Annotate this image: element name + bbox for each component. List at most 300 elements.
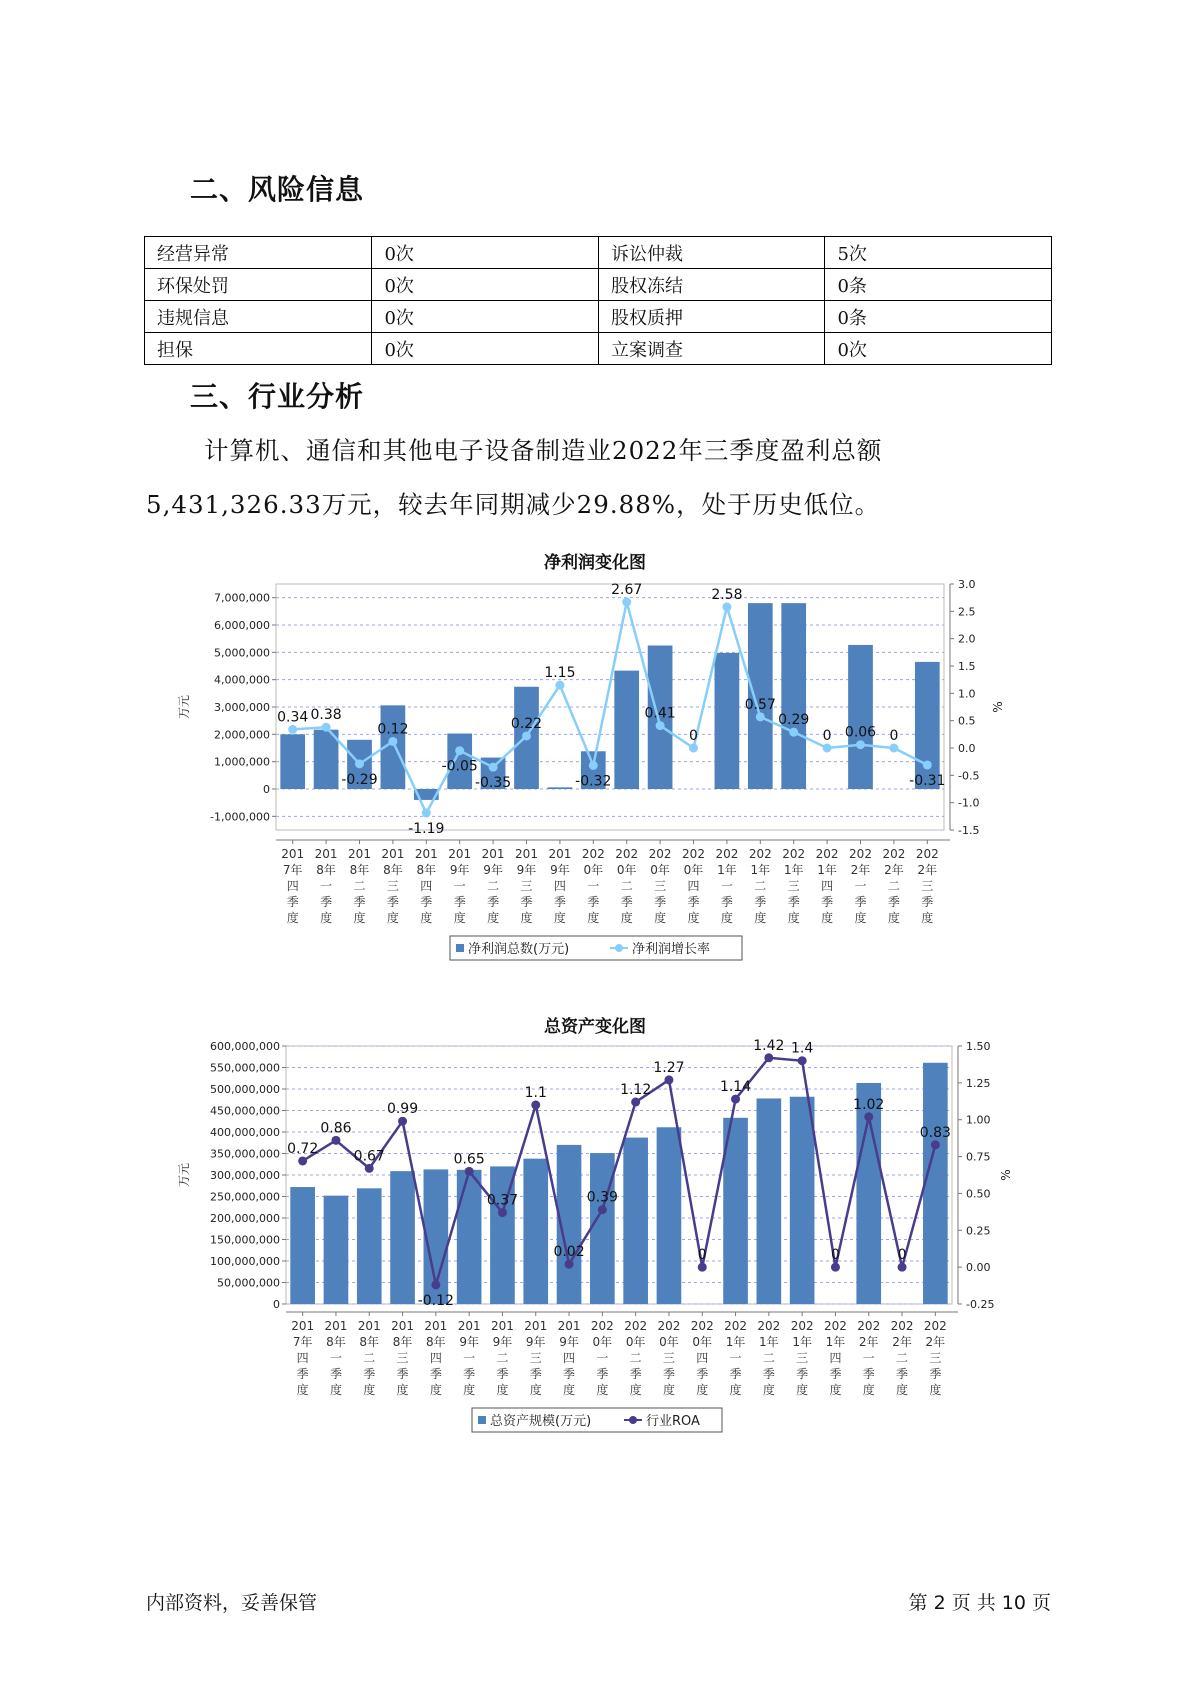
line-point xyxy=(756,712,765,721)
data-label: 0.67 xyxy=(353,1148,385,1165)
x-tick-label: 1年 xyxy=(825,1335,846,1349)
risk-label: 股权冻结 xyxy=(598,269,825,301)
footer-left: 内部资料，妥善保管 xyxy=(146,1592,318,1614)
right-tick-label: -1.5 xyxy=(958,824,980,837)
risk-value: 0次 xyxy=(825,333,1052,365)
risk-value: 0次 xyxy=(372,333,599,365)
chart-title: 净利润变化图 xyxy=(544,553,646,573)
bar xyxy=(915,662,940,789)
x-tick-label: 季 xyxy=(596,1367,609,1381)
x-tick-label: 季 xyxy=(353,895,366,909)
x-tick-label: 季 xyxy=(320,895,333,909)
x-tick-label: 9年 xyxy=(459,1335,479,1349)
x-tick-label: 度 xyxy=(353,911,366,925)
x-tick-label: 二 xyxy=(887,879,900,893)
right-tick-label: 0.00 xyxy=(966,1261,991,1275)
left-tick-label: 5,000,000 xyxy=(214,646,270,660)
right-tick-label: 1.00 xyxy=(966,1113,991,1127)
line-point xyxy=(331,1136,340,1145)
line-point xyxy=(798,1056,807,1065)
x-tick-label: 三 xyxy=(787,879,800,893)
x-tick-label: 度 xyxy=(563,1383,576,1397)
x-tick-label: 四 xyxy=(829,1351,842,1365)
x-tick-label: 201 xyxy=(391,1319,415,1333)
x-tick-label: 1年 xyxy=(717,863,737,877)
y-axis-label-right: % xyxy=(991,701,1005,713)
data-label: 0.41 xyxy=(644,705,676,722)
x-tick-label: 201 xyxy=(490,1319,514,1333)
x-tick-label: 度 xyxy=(754,911,767,925)
industry-paragraph xyxy=(146,424,1056,532)
line-point xyxy=(555,681,564,690)
x-tick-label: 度 xyxy=(662,1383,675,1397)
x-tick-label: 202 xyxy=(757,1319,781,1333)
x-tick-label: 201 xyxy=(291,1319,315,1333)
data-label: 0.37 xyxy=(486,1192,519,1209)
x-tick-label: 二 xyxy=(496,1351,509,1365)
x-tick-label: 度 xyxy=(386,911,399,925)
bar xyxy=(390,1171,415,1304)
x-tick-label: 季 xyxy=(821,895,834,909)
x-tick-label: 9年 xyxy=(492,1335,513,1349)
line-point xyxy=(498,1208,507,1217)
left-tick-label: 100,000,000 xyxy=(210,1255,280,1268)
x-tick-label: 度 xyxy=(821,911,834,925)
risk-value: 0次 xyxy=(372,301,599,333)
x-tick-label: 度 xyxy=(320,911,333,925)
x-tick-label: 8年 xyxy=(416,863,437,877)
total-assets-chart-svg xyxy=(130,1004,1060,1434)
x-tick-label: 季 xyxy=(896,1367,909,1381)
x-tick-label: 四 xyxy=(553,879,566,893)
data-label: -0.05 xyxy=(441,758,478,775)
data-label: 0.99 xyxy=(386,1101,419,1118)
x-tick-label: 201 xyxy=(457,1319,481,1333)
line-point xyxy=(698,1263,707,1272)
x-tick-label: 季 xyxy=(929,1367,942,1381)
x-tick-label: 度 xyxy=(629,1383,642,1397)
right-tick-label: 0.25 xyxy=(966,1224,991,1238)
x-tick-label: 一 xyxy=(729,1351,742,1365)
line-point xyxy=(531,1100,540,1109)
data-label: -0.29 xyxy=(341,771,378,788)
data-label: 0.34 xyxy=(277,709,309,726)
line-point xyxy=(522,731,531,740)
y-axis-label-left: 万元 xyxy=(177,694,191,720)
x-tick-label: 202 xyxy=(724,1319,748,1333)
data-label: 1.1 xyxy=(524,1084,547,1101)
x-tick-label: 度 xyxy=(587,911,600,925)
x-tick-label: 9年 xyxy=(550,863,570,877)
x-tick-label: 季 xyxy=(553,895,566,909)
x-tick-label: 季 xyxy=(520,895,533,909)
data-label: 0 xyxy=(697,1247,707,1264)
legend-label-bar: 净利润总数(万元) xyxy=(468,942,570,957)
x-tick-label: 度 xyxy=(620,911,633,925)
line-point xyxy=(731,1095,740,1104)
bar xyxy=(457,1170,482,1304)
table-row xyxy=(145,269,1052,301)
x-tick-label: 0年 xyxy=(683,863,704,877)
left-tick-label: 50,000,000 xyxy=(217,1276,280,1290)
x-tick-label: 度 xyxy=(720,911,733,925)
x-tick-label: 0年 xyxy=(625,1335,646,1349)
x-tick-label: 四 xyxy=(420,879,433,893)
bar xyxy=(590,1153,615,1304)
left-tick-label: 1,000,000 xyxy=(214,755,270,769)
x-tick-label: 202 xyxy=(815,847,839,861)
legend-swatch-bar xyxy=(478,1416,486,1424)
line-point xyxy=(923,760,932,769)
x-tick-label: 8年 xyxy=(359,1335,380,1349)
x-tick-label: 202 xyxy=(648,847,672,861)
x-tick-label: 2年 xyxy=(925,1335,946,1349)
x-tick-label: 季 xyxy=(487,895,500,909)
right-tick-label: -0.5 xyxy=(958,769,980,783)
legend-swatch-point xyxy=(615,944,623,952)
chart-title: 总资产变化图 xyxy=(544,1017,646,1037)
left-tick-label: 7,000,000 xyxy=(214,591,270,605)
data-label: 0.02 xyxy=(553,1244,585,1261)
x-tick-label: 7年 xyxy=(292,1335,313,1349)
table-row xyxy=(145,237,1052,269)
x-tick-label: 201 xyxy=(481,847,505,861)
line-point xyxy=(422,809,431,818)
x-tick-label: 一 xyxy=(463,1351,476,1365)
x-tick-label: 度 xyxy=(286,911,299,925)
x-tick-label: 二 xyxy=(620,879,633,893)
x-tick-label: 三 xyxy=(529,1351,542,1365)
line-point xyxy=(355,759,364,768)
x-tick-label: 度 xyxy=(463,1383,476,1397)
x-tick-label: 度 xyxy=(529,1383,542,1397)
x-tick-label: 8年 xyxy=(316,863,336,877)
legend-swatch-bar xyxy=(456,944,464,952)
x-tick-label: 季 xyxy=(563,1367,576,1381)
data-label: 1.14 xyxy=(719,1079,752,1096)
bar xyxy=(657,1127,682,1304)
x-tick-label: 四 xyxy=(563,1351,576,1365)
line-point xyxy=(789,728,798,737)
x-tick-label: 度 xyxy=(762,1383,775,1397)
x-tick-label: 202 xyxy=(882,847,906,861)
data-label: 0 xyxy=(889,728,899,744)
paragraph-line-1: 计算机、通信和其他电子设备制造业2022年三季度盈利总额 xyxy=(204,436,883,465)
bar xyxy=(781,603,806,789)
risk-table xyxy=(144,236,1052,365)
risk-value: 5次 xyxy=(825,237,1052,269)
risk-value: 0次 xyxy=(372,237,599,269)
x-tick-label: 202 xyxy=(857,1319,881,1333)
x-tick-label: 四 xyxy=(429,1351,442,1365)
x-tick-label: 8年 xyxy=(426,1335,446,1349)
legend-label-line: 净利润增长率 xyxy=(632,942,711,957)
x-tick-label: 季 xyxy=(529,1367,542,1381)
line-point xyxy=(465,1167,474,1176)
x-tick-label: 季 xyxy=(687,895,700,909)
y-axis-label-right: % xyxy=(999,1169,1013,1181)
line-point xyxy=(831,1263,840,1272)
right-tick-label: 3.0 xyxy=(958,578,976,591)
x-tick-label: 2年 xyxy=(884,863,904,877)
right-tick-label: 1.25 xyxy=(966,1076,991,1090)
x-tick-label: 9年 xyxy=(516,863,537,877)
left-tick-label: 250,000,000 xyxy=(210,1190,280,1204)
left-tick-label: 300,000,000 xyxy=(210,1169,280,1182)
legend xyxy=(450,936,742,960)
x-tick-label: 季 xyxy=(463,1367,476,1381)
data-label: 2.67 xyxy=(611,582,643,599)
x-tick-label: 度 xyxy=(729,1383,742,1397)
x-tick-label: 201 xyxy=(414,847,438,861)
data-label: 1.42 xyxy=(753,1037,785,1054)
legend-swatch-point xyxy=(629,1416,637,1424)
x-tick-label: 季 xyxy=(363,1367,376,1381)
data-label: 0.06 xyxy=(844,724,877,741)
x-tick-label: 二 xyxy=(353,879,366,893)
x-tick-label: 季 xyxy=(629,1367,642,1381)
x-tick-label: 201 xyxy=(324,1319,348,1333)
x-tick-label: 季 xyxy=(796,1367,809,1381)
x-tick-label: 一 xyxy=(320,879,333,893)
risk-label: 诉讼仲裁 xyxy=(598,237,825,269)
x-tick-label: 202 xyxy=(748,847,772,861)
line-point xyxy=(455,746,464,755)
table-row xyxy=(145,301,1052,333)
x-tick-label: 一 xyxy=(720,879,733,893)
x-tick-label: 7年 xyxy=(282,863,303,877)
x-tick-label: 9年 xyxy=(483,863,503,877)
x-tick-label: 季 xyxy=(729,1367,742,1381)
x-tick-label: 三 xyxy=(796,1351,809,1365)
x-tick-label: 度 xyxy=(296,1383,309,1397)
x-tick-label: 0年 xyxy=(650,863,670,877)
x-tick-label: 202 xyxy=(790,1319,814,1333)
x-tick-label: 一 xyxy=(329,1351,342,1365)
x-tick-label: 三 xyxy=(386,879,399,893)
line-point xyxy=(322,723,331,732)
x-tick-label: 8年 xyxy=(383,863,403,877)
data-label: -0.31 xyxy=(909,772,946,789)
x-tick-label: 度 xyxy=(363,1383,376,1397)
x-tick-label: 度 xyxy=(420,911,433,925)
paragraph-line-2: 5,431,326.33万元，较去年同期减少29.88%，处于历史低位。 xyxy=(146,490,881,519)
left-tick-label: 0 xyxy=(263,783,270,796)
risk-label: 经营异常 xyxy=(145,237,372,269)
x-tick-label: 季 xyxy=(329,1367,342,1381)
x-tick-label: 季 xyxy=(720,895,733,909)
x-tick-label: 202 xyxy=(715,847,739,861)
risk-value: 0条 xyxy=(825,269,1052,301)
x-tick-label: 201 xyxy=(348,847,371,861)
x-tick-label: 季 xyxy=(296,1367,309,1381)
x-tick-label: 202 xyxy=(624,1319,648,1333)
net-profit-chart-svg xyxy=(130,540,1060,970)
x-tick-label: 季 xyxy=(286,895,299,909)
x-tick-label: 季 xyxy=(787,895,800,909)
right-tick-label: -1.0 xyxy=(958,796,980,810)
line-point xyxy=(864,1112,873,1121)
x-tick-label: 度 xyxy=(596,1383,609,1397)
line-point xyxy=(288,725,297,734)
data-label: 0.57 xyxy=(744,696,776,713)
x-tick-label: 202 xyxy=(823,1319,847,1333)
data-label: -1.19 xyxy=(408,821,445,838)
x-tick-label: 度 xyxy=(654,911,667,925)
line-point xyxy=(889,744,898,753)
x-tick-label: 四 xyxy=(286,879,299,893)
x-tick-label: 度 xyxy=(796,1383,809,1397)
left-tick-label: 350,000,000 xyxy=(210,1147,280,1161)
x-tick-label: 1年 xyxy=(817,863,837,877)
legend-label-bar: 总资产规模(万元) xyxy=(490,1414,592,1429)
bar xyxy=(523,1159,548,1304)
risk-label: 股权质押 xyxy=(598,301,825,333)
x-tick-label: 201 xyxy=(424,1319,448,1333)
data-label: 0.22 xyxy=(510,715,543,732)
x-tick-label: 度 xyxy=(696,1383,709,1397)
line-point xyxy=(656,721,665,730)
line-point xyxy=(431,1280,440,1289)
line-point xyxy=(489,763,498,772)
x-tick-label: 二 xyxy=(754,879,767,893)
x-tick-label: 0年 xyxy=(692,1335,713,1349)
line-point xyxy=(722,602,731,611)
x-tick-label: 9年 xyxy=(449,863,470,877)
right-tick-label: -0.25 xyxy=(966,1298,995,1311)
x-tick-label: 8年 xyxy=(326,1335,346,1349)
x-tick-label: 季 xyxy=(762,1367,775,1381)
section-heading-industry: 三、行业分析 xyxy=(190,380,365,413)
plot-area xyxy=(276,584,944,830)
line-point xyxy=(589,761,598,770)
x-tick-label: 度 xyxy=(787,911,800,925)
x-tick-label: 季 xyxy=(587,895,600,909)
data-label: 0 xyxy=(822,728,832,744)
x-tick-label: 201 xyxy=(524,1319,548,1333)
x-tick-label: 度 xyxy=(862,1383,875,1397)
left-tick-label: 600,000,000 xyxy=(210,1040,280,1053)
x-tick-label: 201 xyxy=(515,847,538,861)
line-point xyxy=(631,1098,640,1107)
x-tick-label: 度 xyxy=(921,911,934,925)
x-tick-label: 度 xyxy=(829,1383,842,1397)
right-tick-label: 1.5 xyxy=(958,660,976,673)
x-tick-label: 度 xyxy=(929,1383,942,1397)
x-tick-label: 季 xyxy=(453,895,466,909)
x-tick-label: 三 xyxy=(929,1351,942,1365)
x-tick-label: 202 xyxy=(581,847,605,861)
x-tick-label: 季 xyxy=(386,895,399,909)
line-point xyxy=(823,744,832,753)
x-tick-label: 1年 xyxy=(725,1335,746,1349)
x-tick-label: 一 xyxy=(854,879,867,893)
data-label: 0.86 xyxy=(320,1120,352,1137)
data-label: 0.65 xyxy=(453,1151,485,1168)
x-tick-label: 201 xyxy=(548,847,572,861)
x-tick-label: 2年 xyxy=(858,1335,879,1349)
left-tick-label: 2,000,000 xyxy=(214,728,270,742)
footer-page-number: 第 2 页 共 10 页 xyxy=(908,1592,1051,1614)
data-label: 1.02 xyxy=(853,1096,885,1113)
right-tick-label: 0.50 xyxy=(966,1187,991,1201)
left-tick-label: 500,000,000 xyxy=(210,1083,280,1096)
risk-value: 0条 xyxy=(825,301,1052,333)
x-tick-label: 三 xyxy=(654,879,667,893)
data-label: -0.12 xyxy=(417,1292,454,1309)
x-tick-label: 201 xyxy=(557,1319,581,1333)
x-tick-label: 一 xyxy=(587,879,600,893)
x-tick-label: 季 xyxy=(420,895,433,909)
x-tick-label: 二 xyxy=(629,1351,642,1365)
x-tick-label: 201 xyxy=(314,847,338,861)
x-tick-label: 1年 xyxy=(750,863,771,877)
x-tick-label: 2年 xyxy=(850,863,871,877)
x-tick-label: 9年 xyxy=(559,1335,579,1349)
right-tick-label: 1.50 xyxy=(966,1040,991,1053)
line-point xyxy=(664,1075,673,1084)
bar xyxy=(715,653,740,789)
data-label: 0.72 xyxy=(287,1140,319,1157)
y-axis-label-left: 万元 xyxy=(177,1162,191,1188)
x-tick-label: 三 xyxy=(396,1351,409,1365)
line-point xyxy=(565,1260,574,1269)
x-tick-label: 度 xyxy=(520,911,533,925)
line-point xyxy=(931,1140,940,1149)
right-tick-label: 2.5 xyxy=(958,605,976,619)
data-label: 0.12 xyxy=(377,721,409,738)
right-tick-label: 2.0 xyxy=(958,632,976,646)
x-tick-label: 0年 xyxy=(659,1335,679,1349)
data-label: 0.83 xyxy=(919,1124,951,1141)
x-tick-label: 202 xyxy=(682,847,705,861)
bar xyxy=(848,645,873,789)
x-tick-label: 季 xyxy=(429,1367,442,1381)
left-tick-label: 550,000,000 xyxy=(210,1061,280,1075)
line-point xyxy=(365,1164,374,1173)
right-tick-label: 0.5 xyxy=(958,714,976,728)
x-tick-label: 四 xyxy=(687,879,700,893)
left-tick-label: -1,000,000 xyxy=(210,810,270,824)
bar xyxy=(923,1063,948,1304)
x-tick-label: 201 xyxy=(381,847,405,861)
line-point xyxy=(856,740,865,749)
left-tick-label: 4,000,000 xyxy=(214,673,270,687)
x-tick-label: 度 xyxy=(887,911,900,925)
x-tick-label: 度 xyxy=(429,1383,442,1397)
risk-label: 立案调查 xyxy=(598,333,825,365)
x-tick-label: 二 xyxy=(487,879,500,893)
data-label: 0 xyxy=(830,1247,840,1264)
x-tick-label: 四 xyxy=(696,1351,709,1365)
x-tick-label: 1年 xyxy=(783,863,804,877)
x-tick-label: 度 xyxy=(553,911,566,925)
data-label: 0.38 xyxy=(310,707,342,724)
left-tick-label: 3,000,000 xyxy=(214,701,270,714)
x-tick-label: 度 xyxy=(896,1383,909,1397)
bar xyxy=(357,1188,382,1304)
x-tick-label: 201 xyxy=(448,847,472,861)
x-tick-label: 二 xyxy=(896,1351,909,1365)
x-tick-label: 度 xyxy=(496,1383,509,1397)
data-label: -0.32 xyxy=(575,773,612,790)
data-label: 0 xyxy=(689,728,698,744)
x-tick-label: 201 xyxy=(281,847,305,861)
data-label: -0.35 xyxy=(474,775,512,792)
x-tick-label: 季 xyxy=(620,895,633,909)
left-tick-label: 450,000,000 xyxy=(210,1104,280,1118)
line-point xyxy=(764,1053,773,1062)
